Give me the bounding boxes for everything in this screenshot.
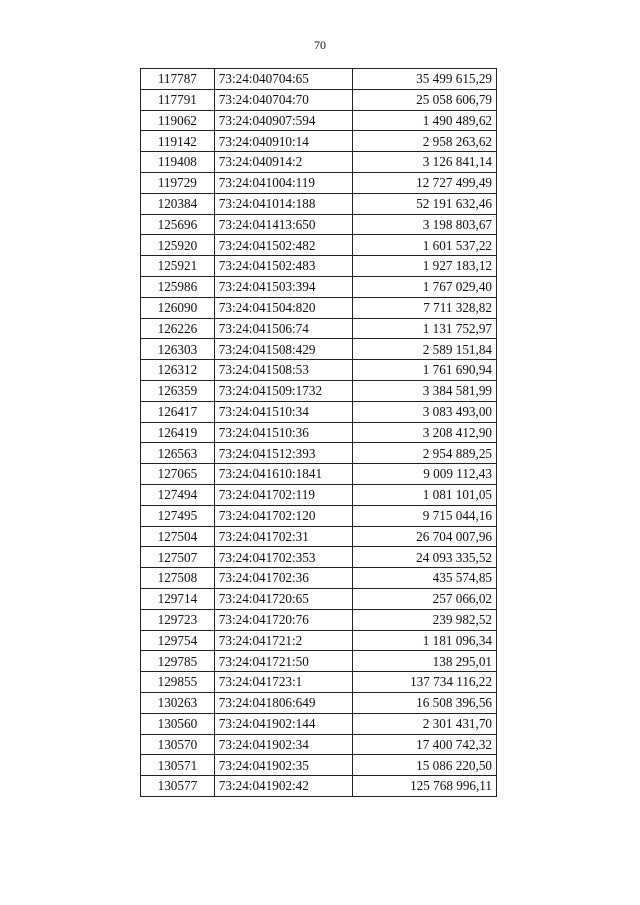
cell-cadastral-number: 73:24:041512:393 (214, 443, 352, 464)
table-row (141, 152, 497, 173)
cell-object-id: 119408 (141, 152, 215, 173)
table-row (141, 505, 497, 526)
cell-object-id: 119142 (141, 131, 215, 152)
table-row (141, 360, 497, 381)
cell-object-id: 126563 (141, 443, 215, 464)
cell-cadastral-number: 73:24:040907:594 (214, 110, 352, 131)
cell-cadastral-number: 73:24:040704:70 (214, 89, 352, 110)
cell-object-id: 126417 (141, 401, 215, 422)
cell-object-id: 120384 (141, 193, 215, 214)
cell-object-id: 127507 (141, 547, 215, 568)
cell-object-id: 125696 (141, 214, 215, 235)
cell-object-id: 119729 (141, 172, 215, 193)
page-number: 70 (314, 38, 326, 52)
cell-cadastral-value: 12 727 499,49 (352, 172, 497, 193)
table-row (141, 464, 497, 485)
cell-object-id: 129723 (141, 609, 215, 630)
cell-object-id: 127508 (141, 568, 215, 589)
cell-cadastral-number: 73:24:041508:429 (214, 339, 352, 360)
cell-object-id: 119062 (141, 110, 215, 131)
cell-cadastral-value: 1 181 096,34 (352, 630, 497, 651)
table-row (141, 318, 497, 339)
cell-cadastral-value: 137 734 116,22 (352, 672, 497, 693)
cell-cadastral-value: 3 208 412,90 (352, 422, 497, 443)
table-row (141, 547, 497, 568)
cell-cadastral-value: 2 958 263,62 (352, 131, 497, 152)
cell-cadastral-value: 1 081 101,05 (352, 484, 497, 505)
cell-object-id: 130263 (141, 692, 215, 713)
cell-cadastral-number: 73:24:041508:53 (214, 360, 352, 381)
cell-cadastral-value: 2 301 431,70 (352, 713, 497, 734)
cell-object-id: 126226 (141, 318, 215, 339)
cell-object-id: 125986 (141, 276, 215, 297)
cell-cadastral-number: 73:24:041510:36 (214, 422, 352, 443)
cell-object-id: 129754 (141, 630, 215, 651)
table-row (141, 297, 497, 318)
cell-cadastral-number: 73:24:041902:144 (214, 713, 352, 734)
table-row (141, 235, 497, 256)
cell-cadastral-value: 25 058 606,79 (352, 89, 497, 110)
cell-cadastral-number: 73:24:041702:119 (214, 484, 352, 505)
cell-cadastral-value: 435 574,85 (352, 568, 497, 589)
cell-cadastral-number: 73:24:041502:482 (214, 235, 352, 256)
table-row (141, 214, 497, 235)
cell-cadastral-value: 3 126 841,14 (352, 152, 497, 173)
table-row (141, 588, 497, 609)
cell-object-id: 126303 (141, 339, 215, 360)
table-row (141, 734, 497, 755)
cell-cadastral-value: 1 131 752,97 (352, 318, 497, 339)
cell-cadastral-number: 73:24:041902:34 (214, 734, 352, 755)
table-row (141, 630, 497, 651)
table-row (141, 526, 497, 547)
cell-cadastral-number: 73:24:041702:353 (214, 547, 352, 568)
cell-cadastral-value: 2 954 889,25 (352, 443, 497, 464)
cell-object-id: 125921 (141, 256, 215, 277)
cell-cadastral-value: 2 589 151,84 (352, 339, 497, 360)
cell-object-id: 130571 (141, 755, 215, 776)
cell-cadastral-value: 24 093 335,52 (352, 547, 497, 568)
cell-cadastral-number: 73:24:040910:14 (214, 131, 352, 152)
cell-cadastral-value: 15 086 220,50 (352, 755, 497, 776)
table-row (141, 380, 497, 401)
cell-cadastral-number: 73:24:040704:65 (214, 69, 352, 90)
cell-object-id: 127495 (141, 505, 215, 526)
table-row (141, 651, 497, 672)
cell-cadastral-value: 239 982,52 (352, 609, 497, 630)
cell-cadastral-number: 73:24:041413:650 (214, 214, 352, 235)
cell-cadastral-value: 1 490 489,62 (352, 110, 497, 131)
cell-cadastral-number: 73:24:041506:74 (214, 318, 352, 339)
table-row (141, 672, 497, 693)
cell-object-id: 130577 (141, 776, 215, 797)
table-row (141, 609, 497, 630)
cell-object-id: 127504 (141, 526, 215, 547)
cell-cadastral-value: 3 083 493,00 (352, 401, 497, 422)
cell-cadastral-number: 73:24:041503:394 (214, 276, 352, 297)
cell-object-id: 126359 (141, 380, 215, 401)
table-row (141, 89, 497, 110)
cell-cadastral-number: 73:24:041720:65 (214, 588, 352, 609)
cell-object-id: 129785 (141, 651, 215, 672)
cell-cadastral-number: 73:24:041510:34 (214, 401, 352, 422)
cell-cadastral-value: 3 198 803,67 (352, 214, 497, 235)
cell-cadastral-value: 125 768 996,11 (352, 776, 497, 797)
table-row (141, 256, 497, 277)
table-row (141, 692, 497, 713)
cell-cadastral-value: 7 711 328,82 (352, 297, 497, 318)
cell-cadastral-number: 73:24:041702:120 (214, 505, 352, 526)
cell-cadastral-value: 9 009 112,43 (352, 464, 497, 485)
table-row (141, 755, 497, 776)
cell-cadastral-number: 73:24:041702:31 (214, 526, 352, 547)
table-row (141, 776, 497, 797)
cell-cadastral-value: 17 400 742,32 (352, 734, 497, 755)
cell-cadastral-number: 73:24:041014:188 (214, 193, 352, 214)
cell-cadastral-number: 73:24:041720:76 (214, 609, 352, 630)
cell-cadastral-number: 73:24:041806:649 (214, 692, 352, 713)
cell-object-id: 129714 (141, 588, 215, 609)
cell-object-id: 126090 (141, 297, 215, 318)
cell-cadastral-number: 73:24:041721:2 (214, 630, 352, 651)
cell-object-id: 130570 (141, 734, 215, 755)
cell-cadastral-number: 73:24:041702:36 (214, 568, 352, 589)
table-row (141, 401, 497, 422)
table-row (141, 568, 497, 589)
table-row (141, 484, 497, 505)
cell-cadastral-value: 1 601 537,22 (352, 235, 497, 256)
table-row (141, 422, 497, 443)
cell-object-id: 127065 (141, 464, 215, 485)
cell-cadastral-value: 1 767 029,40 (352, 276, 497, 297)
cell-cadastral-number: 73:24:040914:2 (214, 152, 352, 173)
cell-object-id: 127494 (141, 484, 215, 505)
cell-object-id: 125920 (141, 235, 215, 256)
table-row (141, 193, 497, 214)
table-row (141, 339, 497, 360)
cell-cadastral-number: 73:24:041504:820 (214, 297, 352, 318)
cell-cadastral-number: 73:24:041902:35 (214, 755, 352, 776)
cell-cadastral-value: 35 499 615,29 (352, 69, 497, 90)
table-row (141, 172, 497, 193)
table-row (141, 110, 497, 131)
cell-cadastral-number: 73:24:041509:1732 (214, 380, 352, 401)
cell-cadastral-value: 52 191 632,46 (352, 193, 497, 214)
table-row (141, 713, 497, 734)
cell-object-id: 130560 (141, 713, 215, 734)
table-row (141, 276, 497, 297)
cell-cadastral-value: 1 761 690,94 (352, 360, 497, 381)
cell-cadastral-value: 1 927 183,12 (352, 256, 497, 277)
table-row (141, 443, 497, 464)
cell-cadastral-number: 73:24:041902:42 (214, 776, 352, 797)
cadastral-value-table (140, 68, 497, 797)
table-body (141, 69, 497, 797)
cell-object-id: 117791 (141, 89, 215, 110)
cell-object-id: 129855 (141, 672, 215, 693)
cell-cadastral-number: 73:24:041721:50 (214, 651, 352, 672)
cell-object-id: 126419 (141, 422, 215, 443)
cell-cadastral-value: 138 295,01 (352, 651, 497, 672)
cell-cadastral-value: 3 384 581,99 (352, 380, 497, 401)
cell-object-id: 117787 (141, 69, 215, 90)
table-row (141, 131, 497, 152)
cell-cadastral-value: 257 066,02 (352, 588, 497, 609)
cell-cadastral-number: 73:24:041723:1 (214, 672, 352, 693)
cell-cadastral-value: 16 508 396,56 (352, 692, 497, 713)
table-row (141, 69, 497, 90)
cell-cadastral-value: 26 704 007,96 (352, 526, 497, 547)
cell-cadastral-number: 73:24:041502:483 (214, 256, 352, 277)
cell-cadastral-value: 9 715 044,16 (352, 505, 497, 526)
cell-cadastral-number: 73:24:041610:1841 (214, 464, 352, 485)
cell-cadastral-number: 73:24:041004:119 (214, 172, 352, 193)
cell-object-id: 126312 (141, 360, 215, 381)
